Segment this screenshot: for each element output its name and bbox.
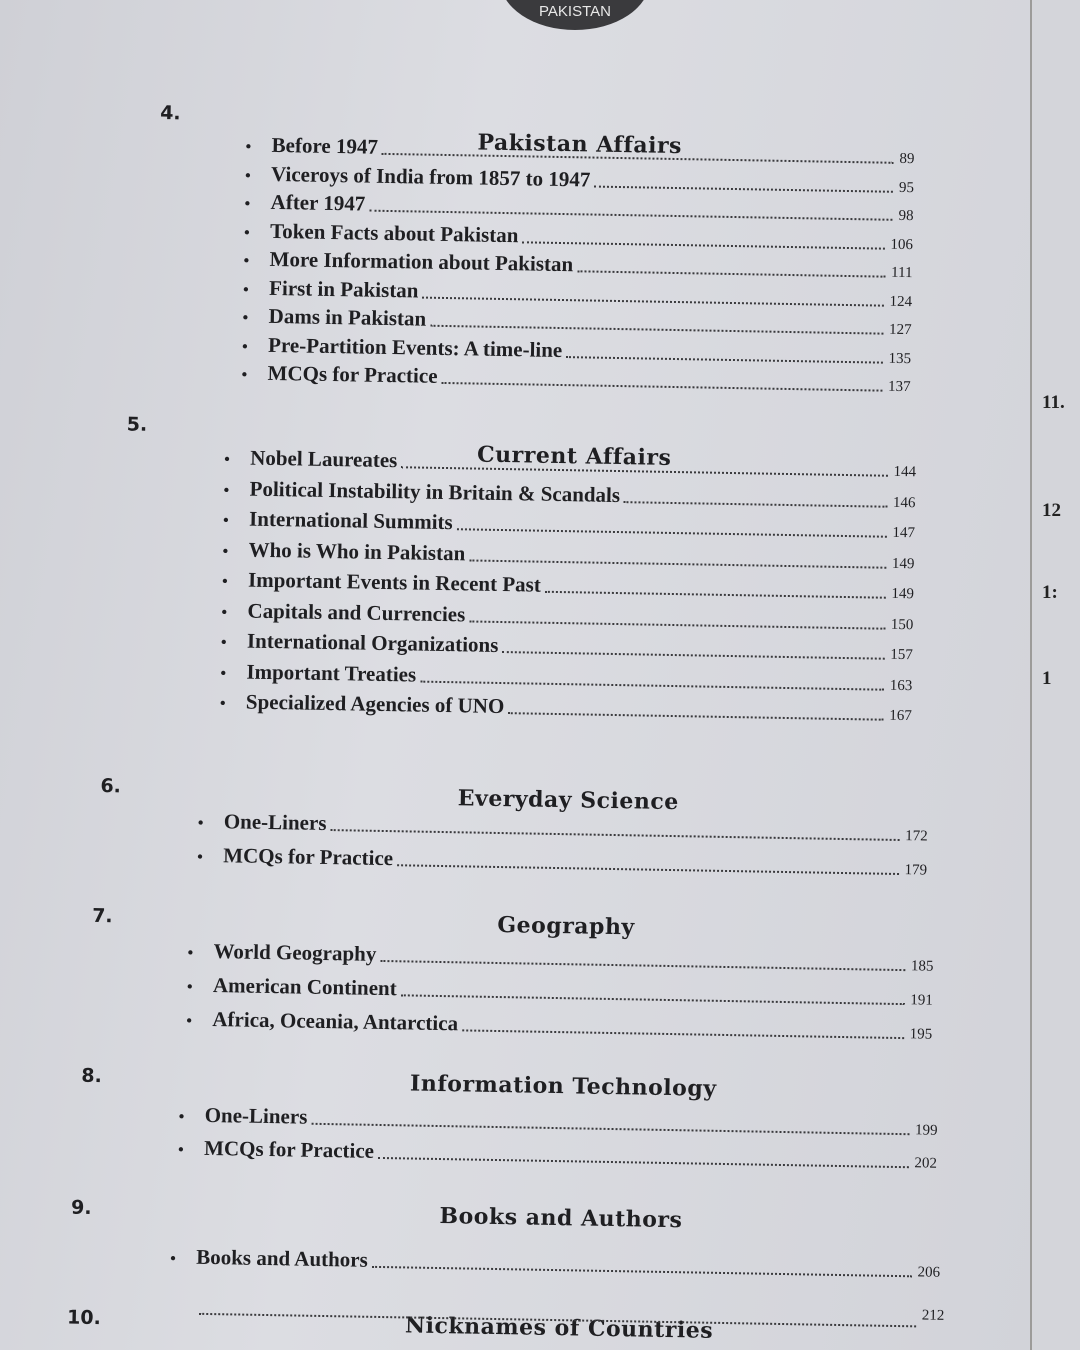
adjacent-page-number: 1 [1042, 668, 1052, 689]
bullet-icon: • [242, 280, 249, 299]
toc-entry-label: Pre-Partition Events: A time-line [267, 332, 563, 362]
bullet-icon: • [219, 695, 226, 713]
section-number: 8. [81, 1064, 103, 1088]
toc-entry-label: MCQs for Practice [203, 1135, 375, 1163]
emblem-label: PAKISTAN [539, 3, 611, 20]
adjacent-page-number: 1: [1042, 582, 1058, 603]
toc-entry[interactable] [186, 1007, 932, 1046]
toc-entry[interactable] [178, 1135, 937, 1174]
section-number: 5. [126, 413, 148, 436]
toc-entry-label: Africa, Oceania, Antarctica [212, 1007, 459, 1036]
dot-leader [624, 501, 887, 508]
toc-entry-label: Important Treaties [246, 659, 417, 687]
toc-page-number: 163 [889, 677, 913, 694]
toc-page-number: 157 [890, 646, 913, 664]
toc-entry-label: Specialized Agencies of UNO [245, 689, 505, 719]
dot-leader [401, 994, 905, 1005]
toc-page-number: 206 [917, 1264, 941, 1281]
bullet-icon: • [222, 512, 229, 530]
toc-entry-label: MCQs for Practice [223, 843, 394, 871]
section-number: 6. [100, 775, 122, 798]
section-title: Current Affairs [476, 441, 672, 471]
toc-entry[interactable] [170, 1244, 940, 1283]
dot-leader [469, 559, 886, 568]
bullet-icon: • [197, 814, 204, 832]
toc-entry[interactable] [178, 1102, 937, 1141]
toc-page-number: 89 [899, 150, 915, 168]
bullet-icon: • [187, 944, 194, 962]
toc-page-number: 147 [892, 524, 916, 542]
dot-leader [372, 1266, 912, 1277]
toc-entry-label: Important Events in Recent Past [247, 567, 542, 597]
bullet-icon: • [241, 337, 248, 356]
toc-page-number: 98 [898, 207, 914, 225]
toc-page-number: 212 [921, 1307, 945, 1324]
toc-entry[interactable] [187, 939, 933, 978]
toc-entry-label: Token Facts about Pakistan [269, 218, 519, 247]
bullet-icon: • [224, 451, 230, 469]
section-number: 9. [70, 1196, 92, 1219]
adjacent-page [1030, 0, 1080, 1350]
toc-page-number: 111 [890, 264, 913, 282]
toc-entry-label: Capitals and Currencies [247, 598, 466, 626]
bullet-icon: • [245, 138, 252, 156]
toc-entry-label: International Organizations [246, 628, 499, 657]
bullet-icon: • [170, 1250, 176, 1268]
toc-page-number: 135 [888, 350, 912, 367]
dot-leader [522, 241, 884, 249]
bullet-icon: • [197, 848, 203, 866]
toc-page-number: 146 [892, 494, 916, 511]
bullet-icon: • [223, 481, 230, 499]
dot-leader [422, 296, 883, 306]
toc-page-number: 137 [887, 378, 911, 396]
toc-page-number: 150 [890, 616, 914, 633]
toc-page-number: 124 [889, 293, 913, 310]
toc-page-number: 191 [910, 992, 933, 1009]
toc-entry-label: Political Instability in Britain & Scandals [249, 476, 621, 507]
dot-leader [594, 185, 893, 192]
bullet-icon: • [242, 309, 249, 327]
dot-leader [430, 325, 883, 335]
dot-leader [420, 680, 884, 690]
toc-page-number: 202 [914, 1155, 938, 1172]
toc-entry-label: Before 1947 [271, 132, 379, 159]
toc-page-number: 185 [910, 958, 934, 975]
dot-leader [566, 356, 882, 364]
bullet-icon: • [244, 195, 251, 213]
section-number: 7. [91, 904, 113, 928]
toc-entry-label: Nobel Laureates [249, 445, 398, 473]
toc-page-number: 106 [890, 236, 914, 253]
toc-page-number: 179 [904, 862, 928, 879]
toc-entry-label: One-Liners [223, 809, 327, 835]
section-title: Information Technology [409, 1070, 717, 1102]
dot-leader [382, 153, 894, 164]
dot-leader [441, 382, 882, 392]
toc-page-number: 144 [893, 463, 917, 481]
toc-page-number: 195 [909, 1026, 933, 1043]
dot-leader [401, 466, 887, 476]
dot-leader [545, 591, 886, 599]
toc-page-number: 199 [914, 1122, 938, 1139]
bullet-icon: • [241, 366, 248, 384]
toc-entry-label: More Information about Pakistan [269, 246, 574, 277]
section-number: 10. [66, 1306, 102, 1330]
toc-page-number: 149 [891, 585, 915, 603]
section-title: Pakistan Affairs [477, 129, 683, 160]
toc-entry-label: International Summits [248, 506, 453, 535]
toc-entry-label: Books and Authors [196, 1244, 368, 1272]
dot-leader [577, 270, 885, 277]
bullet-icon: • [177, 1141, 184, 1159]
toc-entry-label: Viceroys of India from 1857 to 1947 [270, 161, 591, 191]
bullet-icon: • [186, 978, 193, 996]
toc-page-number: 149 [891, 555, 915, 572]
dot-leader [502, 651, 884, 660]
toc-entry-label: First in Pakistan [268, 275, 419, 303]
dot-leader [457, 528, 887, 538]
section-title: Books and Authors [439, 1203, 683, 1234]
dot-leader [469, 620, 885, 629]
bullet-icon: • [186, 1012, 193, 1030]
toc-entry-label: Who is Who in Pakistan [248, 537, 466, 565]
toc-entry-label: MCQs for Practice [267, 360, 438, 388]
dot-leader [397, 864, 899, 875]
dot-leader [508, 712, 883, 721]
toc-page-number: 127 [888, 321, 912, 339]
bullet-icon: • [220, 664, 227, 682]
bullet-icon: • [244, 166, 251, 185]
toc-entry-label: After 1947 [270, 189, 366, 216]
toc-entry-label: One-Liners [204, 1102, 308, 1129]
adjacent-page-number: 12 [1042, 500, 1061, 521]
bullet-icon: • [243, 223, 250, 242]
toc-entry-label: American Continent [212, 973, 397, 1001]
toc-entry-label: Dams in Pakistan [268, 303, 427, 331]
dot-leader [378, 1157, 909, 1168]
toc-page-number: 172 [905, 828, 928, 845]
dot-leader [369, 210, 892, 221]
section-title: Geography [497, 911, 635, 941]
bullet-icon: • [178, 1108, 185, 1126]
toc-entry[interactable] [187, 973, 933, 1012]
section-title: Nicknames of Countries [404, 1312, 714, 1344]
bullet-icon: • [220, 634, 227, 652]
section-number: 4. [160, 101, 181, 125]
bullet-icon: • [221, 573, 228, 591]
dot-leader [380, 960, 905, 971]
adjacent-page-number: 11. [1042, 392, 1065, 413]
toc-entry-label: World Geography [213, 939, 377, 966]
toc-page-number: 167 [889, 707, 912, 725]
dot-leader [462, 1029, 904, 1039]
dot-leader [311, 1123, 909, 1135]
bullet-icon: • [243, 252, 250, 270]
bullet-icon: • [222, 542, 229, 560]
toc-page-number: 95 [898, 179, 915, 196]
section-title: Everyday Science [457, 785, 679, 816]
toc-entry[interactable] [197, 843, 927, 882]
dot-leader [330, 829, 899, 841]
bullet-icon: • [221, 603, 228, 621]
